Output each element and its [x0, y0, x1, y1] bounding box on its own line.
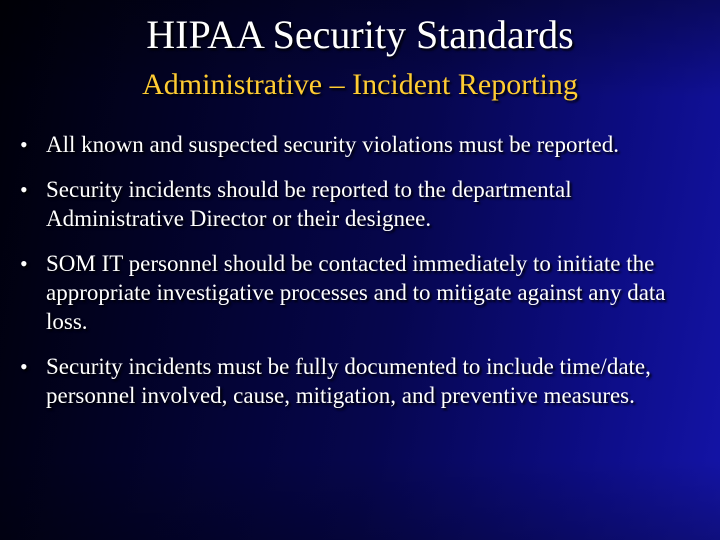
bullet-marker: • — [20, 132, 28, 157]
bullet-text: Security incidents must be fully documented to include time/date, personnel involved, cause, mitigation, and preventive measures. — [46, 354, 651, 408]
bullet-list — [20, 130, 700, 426]
bullet-text: SOM IT personnel should be contacted immediately to initiate the appropriate investigative processes and to mitigate against any data loss. — [46, 251, 666, 334]
bullet-marker: • — [20, 251, 28, 276]
bullet-item — [20, 249, 700, 336]
bullet-marker: • — [20, 177, 28, 202]
slide-title: HIPAA Security Standards — [146, 12, 574, 57]
bullet-text: All known and suspected security violations must be reported. — [46, 132, 619, 157]
bullet-item — [20, 130, 700, 159]
bullet-item — [20, 175, 700, 233]
bullet-item — [20, 352, 700, 410]
slide-subtitle: Administrative – Incident Reporting — [142, 68, 578, 101]
bullet-marker: • — [20, 354, 28, 379]
bullet-text: Security incidents should be reported to the departmental Administrative Director or their designee. — [46, 177, 572, 231]
